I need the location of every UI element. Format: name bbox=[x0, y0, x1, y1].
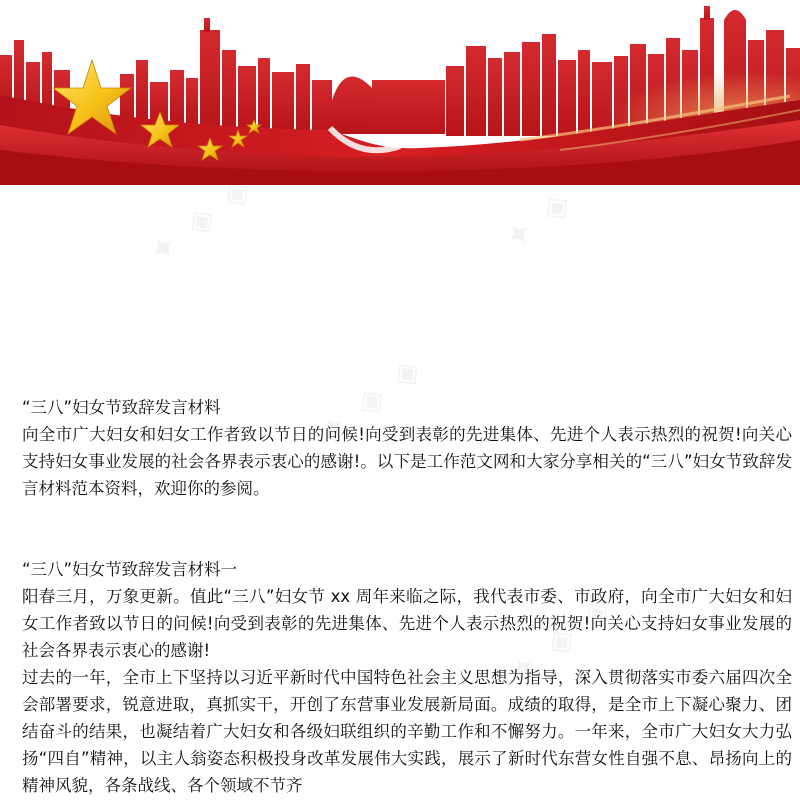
watermark-icon: ✦ ◈ ◈ bbox=[310, 346, 432, 454]
section-paragraph: 过去的一年，全市上下坚持以习近平新时代中国特色社会主义思想为指导，深入贯彻落实市委六届四次全会部署要求，锐意进取，真抓实干，开创了东营事业发展新局面。成绩的取得，是全市上下凝心聚力、团结奋斗的结果，也凝结着广大妇女和各级妇联组织的辛勤工作和不懈努力。一年来，全市广大妇女大力弘扬“四自”精神，以主人翁姿态积极投身改革发展伟大实践，展示了新时代东营女性自强不息、昂扬向上的精神风貌，各条战线、各个领域不节齐 bbox=[22, 668, 792, 795]
document-body bbox=[22, 394, 792, 799]
watermark-icon: ✦ ◈ ◈ bbox=[500, 586, 622, 694]
intro-title: “三八”妇女节致辞发言材料 bbox=[22, 398, 221, 417]
header-banner bbox=[0, 0, 800, 185]
section-title: “三八”妇女节致辞发言材料一 bbox=[22, 560, 238, 579]
intro-paragraph: 向全市广大妇女和妇女工作者致以节日的问候!向受到表彰的先进集体、先进个人表示热烈的祝贺!向关心支持妇女事业发展的社会各界表示衷心的感谢!。以下是工作范文网和大家分享相关的“三八”妇女节致辞发言材料范本资料，欢迎你的参阅。 bbox=[22, 425, 792, 498]
watermark-icon: ✦ ◈ bbox=[495, 180, 582, 260]
section-paragraph: 阳春三月，万象更新。值此“三八”妇女节 xx 周年来临之际，我代表市委、市政府，向全市广大妇女和妇女工作者致以节日的问候!向受到表彰的先进集体、先进个人表示热烈的祝贺!向关心支持妇女事业发展的社会各界表示衷心的感谢! bbox=[22, 587, 792, 660]
watermark-icon: ✦ ◈ ◈ bbox=[140, 166, 262, 274]
section-spacer bbox=[22, 502, 792, 556]
